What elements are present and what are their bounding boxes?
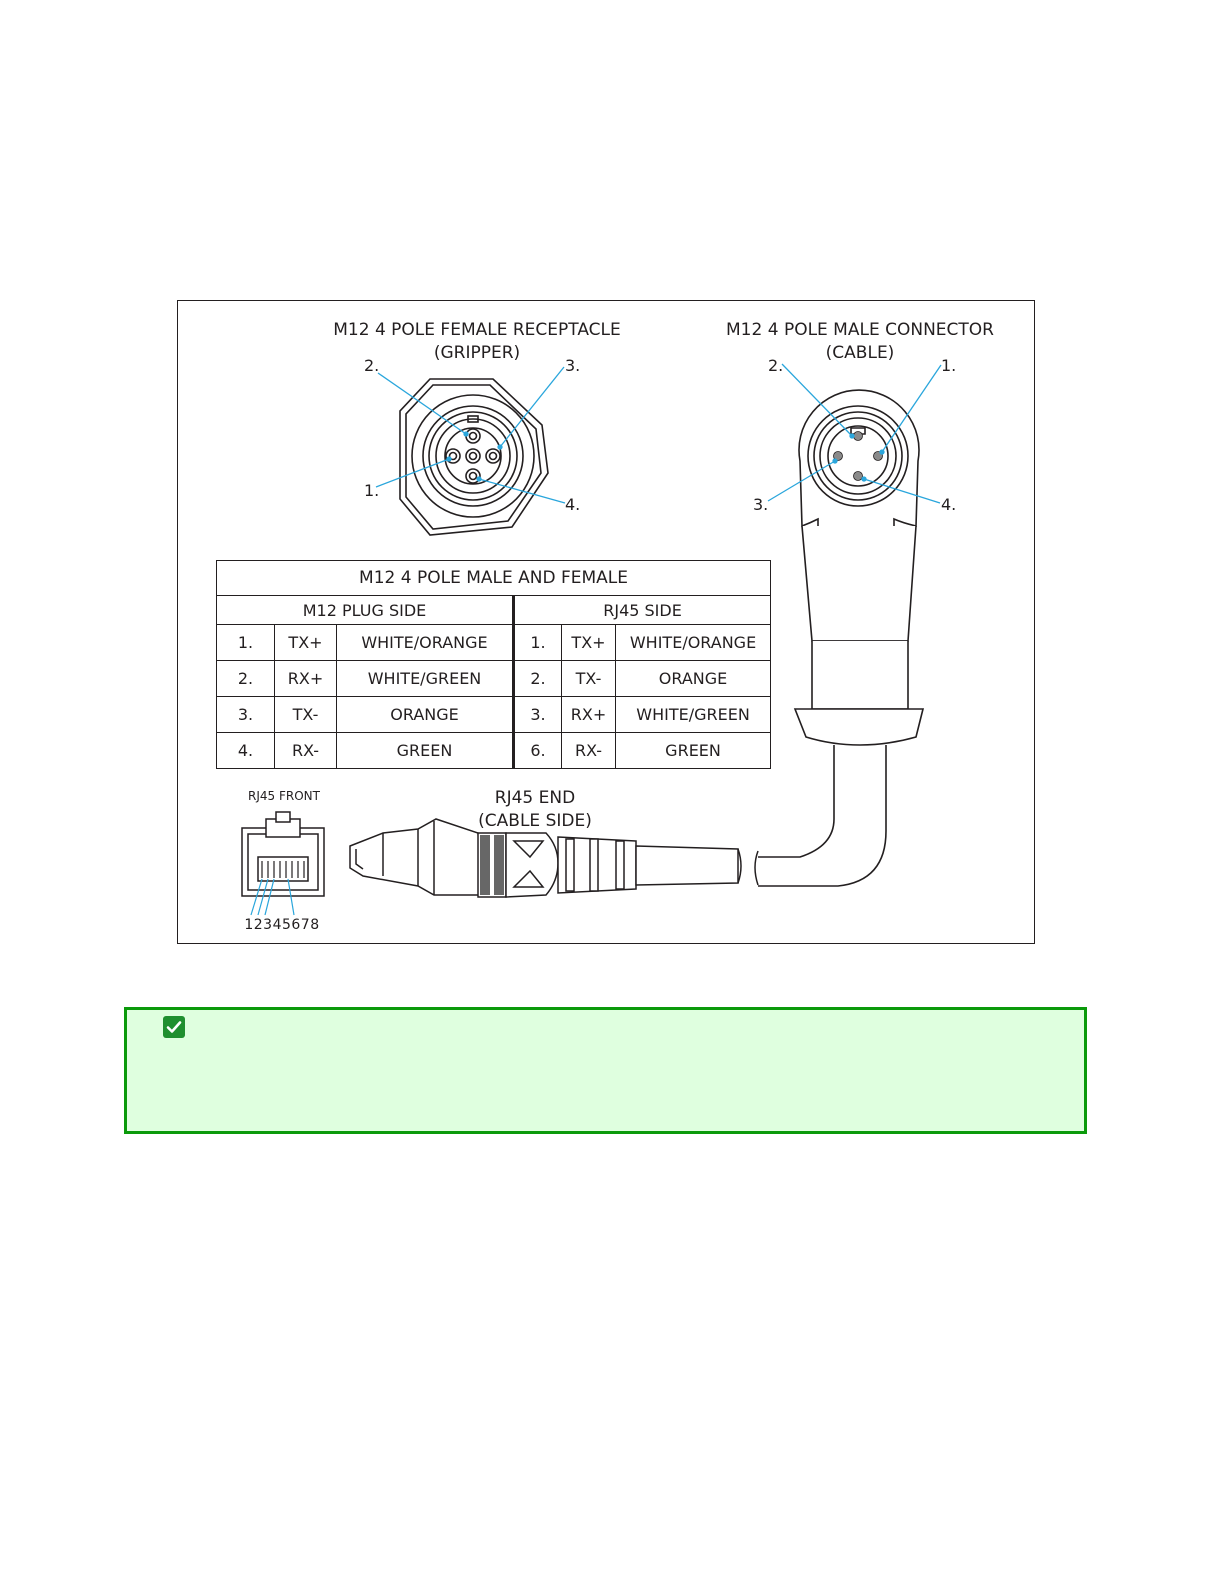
female-connector-title: M12 4 POLE FEMALE RECEPTACLE <box>333 320 621 340</box>
connector-pinout-figure <box>177 300 1035 944</box>
table-row <box>217 625 771 661</box>
m12-pin: 3. <box>217 697 275 733</box>
table-row <box>217 697 771 733</box>
female-pin-label-1: 1. <box>364 481 380 500</box>
male-pin-label-2: 2. <box>768 356 784 375</box>
m12-pin: 4. <box>217 733 275 769</box>
m12-plug-side-header: M12 PLUG SIDE <box>217 596 514 625</box>
female-pin-label-2: 2. <box>364 356 380 375</box>
tip-callout <box>124 1007 1087 1134</box>
rj45-pin: 1. <box>514 625 562 661</box>
rj45-front-drawing <box>242 812 324 896</box>
rj45-pin: 3. <box>514 697 562 733</box>
male-pin-label-4: 4. <box>941 495 957 514</box>
male-connector-subtitle: (CABLE) <box>825 343 895 363</box>
table-title: M12 4 POLE MALE AND FEMALE <box>217 561 771 596</box>
male-connector-drawing <box>758 390 923 886</box>
m12-wire-color: GREEN <box>337 733 514 769</box>
m12-signal: TX- <box>275 697 337 733</box>
rj45-pin-numbers: 12345678 <box>244 917 320 933</box>
female-pin-label-4: 4. <box>565 495 581 514</box>
rj45-front-label: RJ45 FRONT <box>248 789 320 803</box>
m12-wire-color: WHITE/ORANGE <box>337 625 514 661</box>
rj45-side-header: RJ45 SIDE <box>514 596 771 625</box>
female-pin-label-3: 3. <box>565 356 581 375</box>
pinout-table <box>216 560 771 769</box>
rj45-signal: RX+ <box>562 697 616 733</box>
check-square-icon <box>163 1016 185 1038</box>
rj45-wire-color: GREEN <box>616 733 771 769</box>
rj45-signal: TX- <box>562 661 616 697</box>
m12-wire-color: ORANGE <box>337 697 514 733</box>
m12-pin: 2. <box>217 661 275 697</box>
rj45-end-title: RJ45 END <box>494 788 576 808</box>
male-pin-label-1: 1. <box>941 356 957 375</box>
m12-signal: RX- <box>275 733 337 769</box>
rj45-pin: 6. <box>514 733 562 769</box>
table-row <box>217 733 771 769</box>
m12-signal: RX+ <box>275 661 337 697</box>
rj45-wire-color: WHITE/GREEN <box>616 697 771 733</box>
male-connector-title: M12 4 POLE MALE CONNECTOR <box>726 320 994 340</box>
m12-signal: TX+ <box>275 625 337 661</box>
male-pin-label-3: 3. <box>753 495 769 514</box>
rj45-signal: TX+ <box>562 625 616 661</box>
rj45-wire-color: ORANGE <box>616 661 771 697</box>
rj45-end-subtitle: (CABLE SIDE) <box>478 811 592 831</box>
rj45-signal: RX- <box>562 733 616 769</box>
female-connector-subtitle: (GRIPPER) <box>433 343 521 363</box>
m12-wire-color: WHITE/GREEN <box>337 661 514 697</box>
female-receptacle-drawing <box>400 379 548 535</box>
table-row <box>217 661 771 697</box>
rj45-wire-color: WHITE/ORANGE <box>616 625 771 661</box>
m12-pin: 1. <box>217 625 275 661</box>
rj45-pin: 2. <box>514 661 562 697</box>
